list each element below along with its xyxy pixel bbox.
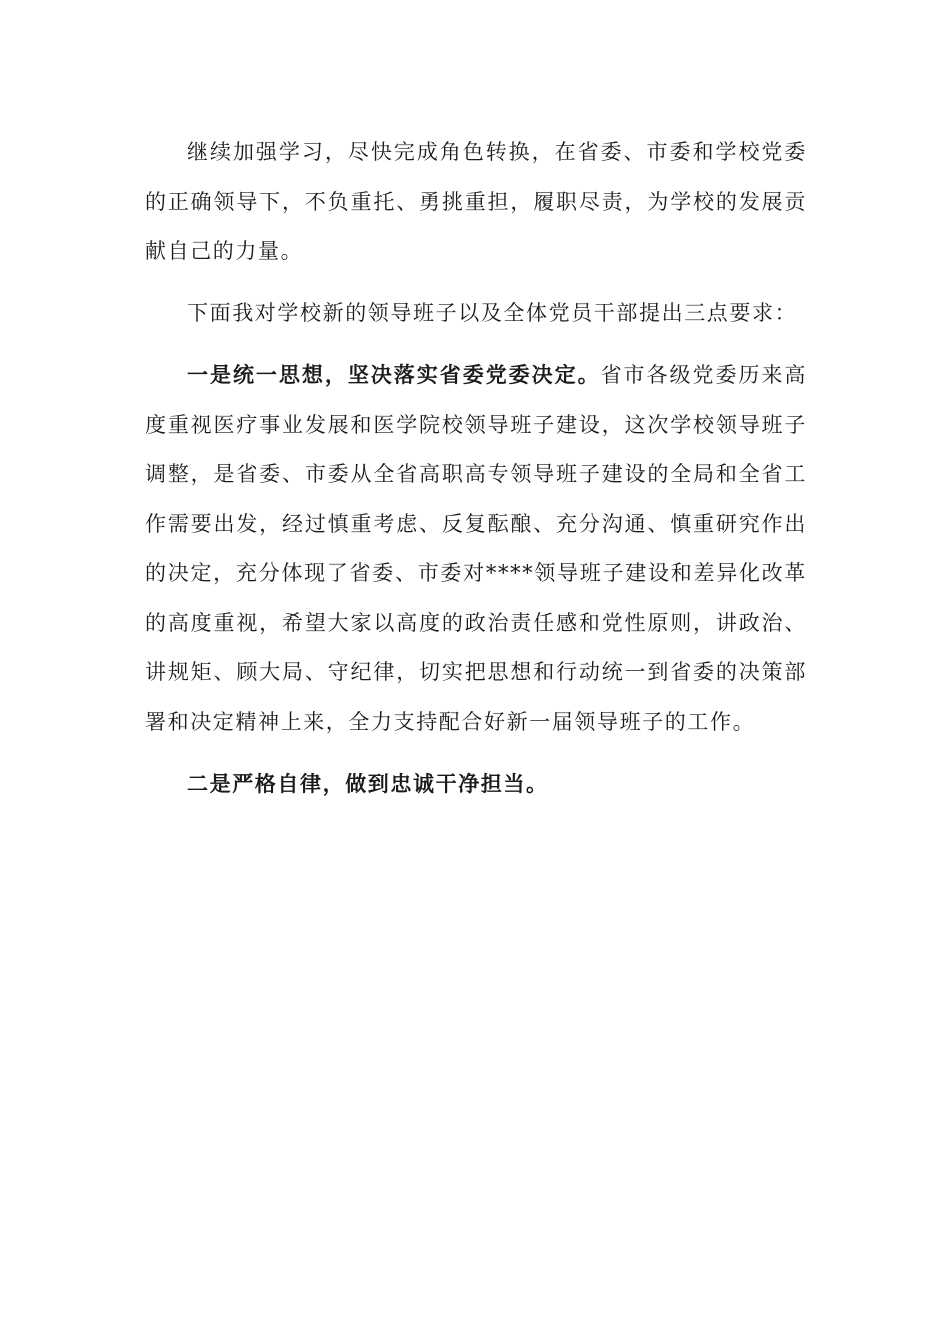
document-body [145, 128, 807, 810]
paragraph-text: 省市各级党委历来高度重视医疗事业发展和医学院校领导班子建设，这次学校领导班子调整，是省委、市委从全省高职高专领导班子建设的全局和全省工作需要出发，经过慎重考虑、反复酝酿、充分沟通、慎重研究作出的决定，充分体现了省委、市委对****领导班子建设和差异化改革的高度重视，希望大家以高度的政治责任感和党性原则，讲政治、讲规矩、顾大局、守纪律，切实把思想和行动统一到省委的决策部署和决定精神上来，全力支持配合好新一届领导班子的工作。 [145, 363, 807, 734]
paragraph-requirement-two [145, 759, 807, 810]
paragraph-lead-heading: 一是统一思想，坚决落实省委党委决定。 [187, 362, 601, 387]
paragraph-closing-commitment [145, 128, 807, 277]
paragraph-intro-requirements [145, 289, 807, 339]
paragraph-text: 下面我对学校新的领导班子以及全体党员干部提出三点要求： [187, 300, 798, 325]
paragraph-text: 继续加强学习，尽快完成角色转换，在省委、市委和学校党委的正确领导下，不负重托、勇挑重担，履职尽责，为学校的发展贡献自己的力量。 [145, 140, 807, 263]
paragraph-requirement-one [145, 350, 807, 747]
paragraph-lead-heading: 二是严格自律，做到忠诚干净担当。 [187, 771, 549, 796]
